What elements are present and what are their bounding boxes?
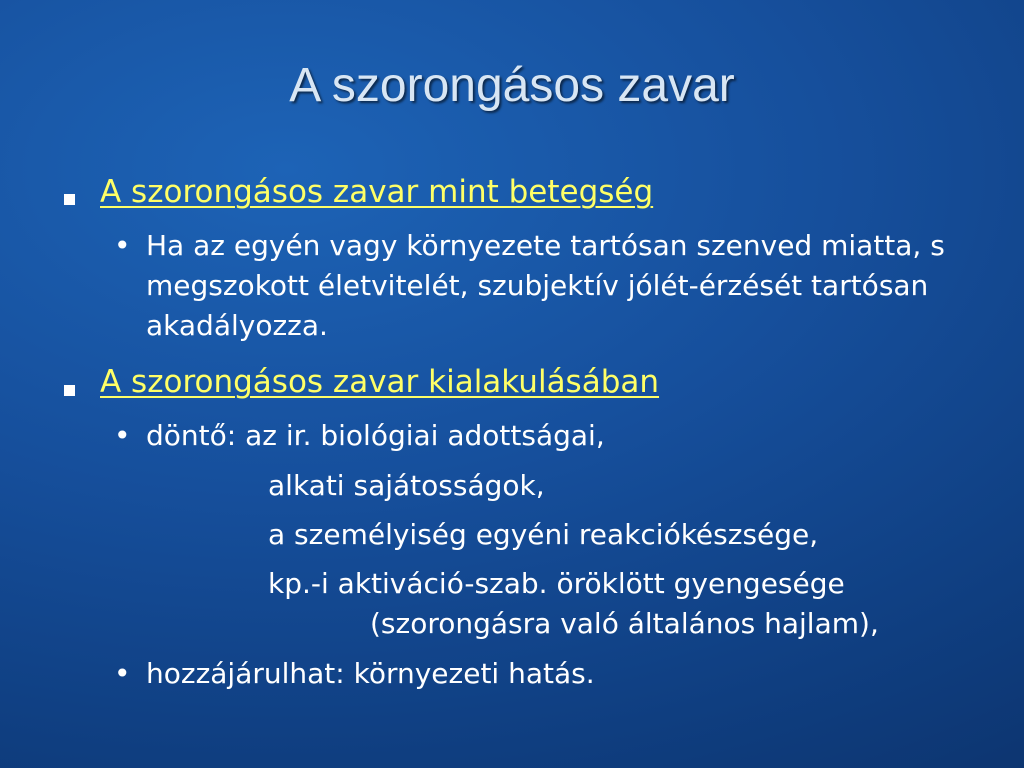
section-link-kialakulasaban[interactable]: A szorongásos zavar kialakulásában [100,364,660,400]
round-bullet-icon: • [114,229,131,262]
square-bullet-icon [64,385,75,396]
section-heading [100,364,659,401]
square-bullet-icon [64,194,75,205]
slide-title: A szorongásos zavar [289,59,735,112]
continuation-line: kp.-i aktiváció-szab. öröklött gyengesége [268,567,845,600]
section-link-betegseg[interactable]: A szorongásos zavar mint betegség [100,174,654,210]
round-bullet-icon: • [114,657,131,690]
list-item: Ha az egyén vagy környezete tartósan szenved miatta, s megszokott életvitelét, szubjektív jólét-érzését tartósan akadályozza. [146,229,945,342]
continuation-line: (szorongásra való általános hajlam), [370,607,879,640]
list-item: hozzájárulhat: környezeti hatás. [146,657,595,690]
list-item: döntő: az ir. biológiai adottságai, [146,419,605,452]
continuation-line: alkati sajátosságok, [268,469,545,502]
round-bullet-icon: • [114,419,131,452]
section-heading [100,174,653,211]
continuation-line: a személyiség egyéni reakciókészsége, [268,518,819,551]
